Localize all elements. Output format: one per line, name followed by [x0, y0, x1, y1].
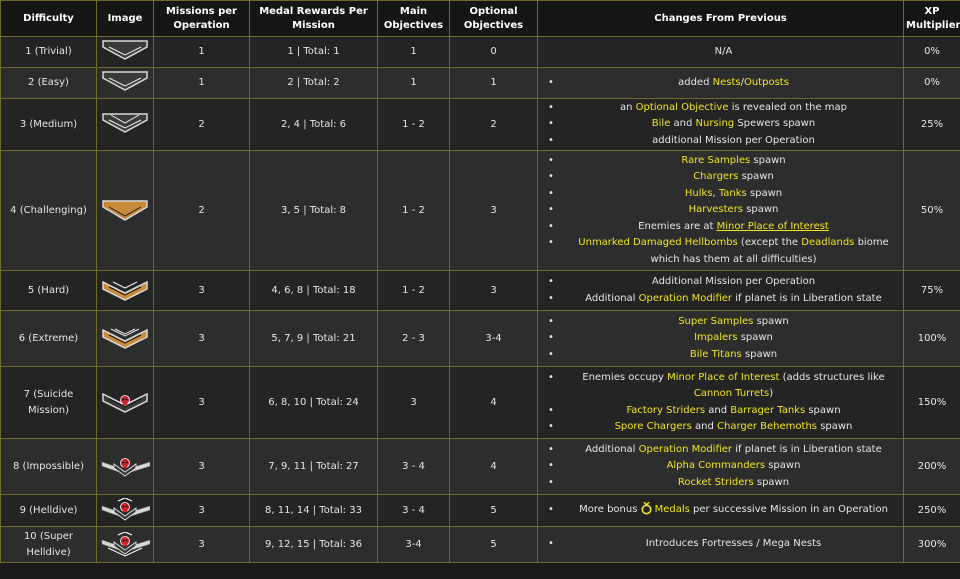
list-item [548, 153, 899, 169]
missions-cell: 3 [154, 439, 250, 495]
medals-cell: 9, 12, 15 | Total: 36 [250, 527, 378, 563]
medals-cell: 1 | Total: 1 [250, 37, 378, 68]
xp-cell: 50% [904, 151, 960, 271]
medals-cell: 8, 11, 14 | Total: 33 [250, 495, 378, 527]
difficulty-badge-icon [99, 112, 151, 138]
highlight-term: Nursing [695, 118, 735, 130]
optional-objectives-cell: 3 [450, 271, 538, 311]
list-item [548, 116, 899, 132]
change-text: an [619, 101, 636, 113]
badge-cell [97, 68, 154, 99]
change-text: and [670, 118, 696, 130]
xp-cell: 0% [904, 37, 960, 68]
change-text: N/A [714, 46, 733, 57]
change-text: additional Mission per Operation [652, 134, 815, 146]
changes-list [548, 314, 899, 363]
medals-cell: 7, 9, 11 | Total: 27 [250, 439, 378, 495]
highlight-term: Deadlands [801, 237, 855, 249]
table-row [1, 367, 960, 439]
optional-objectives-cell: 5 [450, 527, 538, 563]
highlight-term: Barrager Tanks [730, 404, 806, 416]
changes-cell [538, 495, 904, 527]
header-xp: XP Multiplier [904, 1, 960, 37]
difficulty-cell: 6 (Extreme) [1, 311, 97, 367]
optional-objectives-cell: 2 [450, 99, 538, 151]
missions-cell: 3 [154, 367, 250, 439]
header-missions: Missions per Operation [154, 1, 250, 37]
main-objectives-cell: 3 - 4 [378, 495, 450, 527]
xp-cell: 100% [904, 311, 960, 367]
changes-list [548, 442, 899, 491]
highlight-term: Charger Behemoths [717, 420, 818, 432]
change-text: and [691, 420, 717, 432]
highlight-term: Cannon Turrets [693, 388, 770, 400]
missions-cell: 1 [154, 68, 250, 99]
badge-cell [97, 151, 154, 271]
highlight-term: Bile Titans [689, 348, 742, 360]
difficulty-cell: 5 (Hard) [1, 271, 97, 311]
highlight-term: Medals [654, 504, 690, 516]
optional-objectives-cell: 1 [450, 68, 538, 99]
change-text: spawn [753, 476, 790, 488]
xp-cell: 75% [904, 271, 960, 311]
main-objectives-cell: 1 - 2 [378, 99, 450, 151]
changes-cell [538, 151, 904, 271]
table-row [1, 527, 960, 563]
list-item [548, 502, 899, 518]
difficulty-badge-icon [99, 454, 151, 480]
main-objectives-cell: 3-4 [378, 527, 450, 563]
changes-list [548, 274, 899, 307]
highlight-term: Alpha Commanders [666, 460, 766, 472]
changes-list [548, 100, 899, 149]
changes-cell [538, 271, 904, 311]
table-header-row [1, 1, 960, 37]
list-item [548, 458, 899, 474]
table-row [1, 99, 960, 151]
changes-list [548, 75, 899, 91]
badge-cell [97, 37, 154, 68]
xp-cell: 300% [904, 527, 960, 563]
list-item [548, 133, 899, 149]
highlight-term: Operation Modifier [638, 292, 733, 304]
header-optional-objectives: Optional Objectives [450, 1, 538, 37]
main-objectives-cell: 1 - 2 [378, 151, 450, 271]
change-text: Additional [585, 292, 639, 304]
change-text: added [678, 76, 713, 88]
xp-cell: 250% [904, 495, 960, 527]
change-text: spawn [753, 315, 789, 327]
badge-cell [97, 311, 154, 367]
difficulty-badge-icon [99, 326, 151, 352]
table-row [1, 439, 960, 495]
badge-cell [97, 271, 154, 311]
missions-cell: 2 [154, 151, 250, 271]
change-text: More bonus [579, 504, 641, 516]
change-text: , [712, 187, 719, 199]
highlight-term: Tanks [718, 187, 747, 199]
header-medals: Medal Rewards Per Mission [250, 1, 378, 37]
changes-cell [538, 527, 904, 563]
list-item [548, 274, 899, 290]
change-text: Additional Mission per Operation [651, 276, 816, 288]
list-item [548, 75, 899, 91]
header-difficulty: Difficulty [1, 1, 97, 37]
list-item [548, 202, 899, 218]
difficulty-cell: 7 (Suicide Mission) [1, 367, 97, 439]
list-item [548, 291, 899, 307]
change-text: spawn [743, 204, 779, 216]
list-item [548, 536, 899, 552]
difficulty-badge-icon [99, 198, 151, 224]
difficulty-badge-icon [99, 70, 151, 96]
difficulty-cell: 3 (Medium) [1, 99, 97, 151]
missions-cell: 3 [154, 527, 250, 563]
highlight-term: Super Samples [678, 315, 754, 327]
list-item [548, 347, 899, 363]
highlight-term: Spore Chargers [614, 420, 692, 432]
highlight-term: Impalers [694, 332, 738, 344]
change-text: and [705, 404, 731, 416]
main-objectives-cell: 2 - 3 [378, 311, 450, 367]
change-text: biome which has them at all difficulties) [650, 237, 889, 265]
main-objectives-cell: 1 [378, 37, 450, 68]
difficulty-cell: 10 (Super Helldive) [1, 527, 97, 563]
optional-objectives-cell: 0 [450, 37, 538, 68]
changes-list [548, 502, 899, 518]
difficulty-badge-icon [99, 390, 151, 416]
badge-cell [97, 527, 154, 563]
badge-cell [97, 367, 154, 439]
change-text: Additional [585, 443, 639, 455]
change-text: Enemies occupy [582, 371, 668, 383]
table-row [1, 271, 960, 311]
highlight-term: Unmarked Damaged Hellbombs [578, 237, 738, 249]
changes-list [548, 153, 899, 268]
list-item [548, 219, 899, 235]
optional-objectives-cell: 3-4 [450, 311, 538, 367]
optional-objectives-cell: 4 [450, 367, 538, 439]
change-text: spawn [765, 460, 801, 472]
badge-cell [97, 99, 154, 151]
change-text: (except the [737, 237, 802, 249]
medals-cell: 4, 6, 8 | Total: 18 [250, 271, 378, 311]
change-text: spawn [817, 420, 853, 432]
list-item [548, 100, 899, 116]
highlight-term: Harvesters [688, 204, 744, 216]
change-text: spawn [741, 348, 778, 360]
table-row [1, 151, 960, 271]
missions-cell: 3 [154, 271, 250, 311]
medals-cell: 3, 5 | Total: 8 [250, 151, 378, 271]
change-text: ) [769, 388, 774, 400]
main-objectives-cell: 3 - 4 [378, 439, 450, 495]
missions-cell: 3 [154, 311, 250, 367]
change-text: Spewers spawn [734, 118, 816, 130]
table-row [1, 495, 960, 527]
changes-cell [538, 311, 904, 367]
list-item [548, 186, 899, 202]
list-item [548, 169, 899, 185]
table-row [1, 311, 960, 367]
difficulty-badge-icon [99, 532, 151, 558]
change-text: spawn [750, 155, 786, 167]
highlight-term: Rare Samples [681, 155, 751, 167]
xp-cell: 0% [904, 68, 960, 99]
list-item [548, 403, 899, 419]
missions-cell: 1 [154, 37, 250, 68]
difficulty-cell: 8 (Impossible) [1, 439, 97, 495]
changes-list [548, 370, 899, 436]
change-text: (adds structures like [779, 371, 885, 383]
list-item [548, 419, 899, 435]
optional-objectives-cell: 3 [450, 151, 538, 271]
header-image: Image [97, 1, 154, 37]
list-item [548, 314, 899, 330]
list-item [548, 330, 899, 346]
highlight-term: Hulks [684, 187, 713, 199]
difficulty-badge-icon [99, 498, 151, 524]
difficulty-cell: 9 (Helldive) [1, 495, 97, 527]
list-item [548, 235, 899, 268]
change-text: spawn [738, 171, 774, 183]
highlight-term: Chargers [693, 171, 739, 183]
changes-cell [538, 439, 904, 495]
change-text: spawn [737, 332, 773, 344]
difficulty-cell: 1 (Trivial) [1, 37, 97, 68]
difficulty-cell: 4 (Challenging) [1, 151, 97, 271]
missions-cell: 3 [154, 495, 250, 527]
list-item [548, 475, 899, 491]
xp-cell: 200% [904, 439, 960, 495]
changes-cell [538, 367, 904, 439]
change-text: / [740, 76, 744, 88]
change-text: if planet is in Liberation state [732, 292, 882, 304]
highlight-term: Bile [651, 118, 671, 130]
missions-cell: 2 [154, 99, 250, 151]
change-text: is revealed on the map [728, 101, 848, 113]
highlight-term: Nests [712, 76, 741, 88]
highlight-term: Operation Modifier [638, 443, 733, 455]
medals-cell: 5, 7, 9 | Total: 21 [250, 311, 378, 367]
medals-cell: 2, 4 | Total: 6 [250, 99, 378, 151]
table-row [1, 37, 960, 68]
change-text: if planet is in Liberation state [732, 443, 882, 455]
medals-cell: 6, 8, 10 | Total: 24 [250, 367, 378, 439]
highlight-term: Optional Objective [635, 101, 729, 113]
change-text: Enemies are at [638, 220, 717, 232]
main-objectives-cell: 1 - 2 [378, 271, 450, 311]
highlight-term: Outposts [743, 76, 789, 88]
badge-cell [97, 495, 154, 527]
medals-cell: 2 | Total: 2 [250, 68, 378, 99]
badge-cell [97, 439, 154, 495]
list-item [548, 370, 899, 403]
main-objectives-cell: 1 [378, 68, 450, 99]
changes-cell [538, 99, 904, 151]
changes-cell [538, 68, 904, 99]
table-row [1, 68, 960, 99]
highlight-term: Minor Place of Interest [667, 371, 780, 383]
list-item [548, 442, 899, 458]
optional-objectives-cell: 5 [450, 495, 538, 527]
difficulty-badge-icon [99, 278, 151, 304]
change-text: spawn [805, 404, 841, 416]
highlight-term: Rocket Striders [677, 476, 754, 488]
change-text: Introduces Fortresses / Mega Nests [645, 538, 822, 550]
xp-cell: 150% [904, 367, 960, 439]
header-main-objectives: Main Objectives [378, 1, 450, 37]
highlight-term: Factory Striders [626, 404, 706, 416]
changes-list [548, 536, 899, 552]
change-text: per successive Mission in an Operation [689, 504, 888, 516]
optional-objectives-cell: 4 [450, 439, 538, 495]
main-objectives-cell: 3 [378, 367, 450, 439]
changes-cell [538, 37, 904, 68]
highlight-term[interactable]: Minor Place of Interest [716, 220, 829, 232]
header-changes: Changes From Previous [538, 1, 904, 37]
difficulty-badge-icon [99, 39, 151, 65]
difficulty-cell: 2 (Easy) [1, 68, 97, 99]
xp-cell: 25% [904, 99, 960, 151]
medal-icon [641, 502, 652, 515]
change-text: spawn [746, 187, 783, 199]
